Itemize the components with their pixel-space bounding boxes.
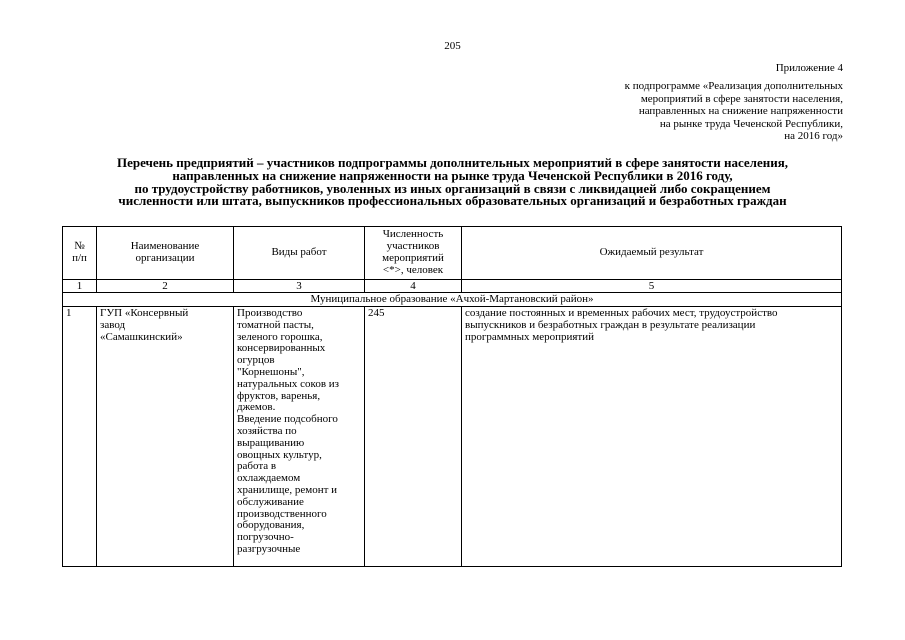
header-organization: Наименование организации bbox=[97, 227, 234, 280]
column-number: 5 bbox=[462, 280, 842, 293]
title-line: численности или штата, выпускников профессиональных образовательных организаций и безработных граждан bbox=[118, 193, 787, 209]
row-result: создание постоянных и временных рабочих мест, трудоустройство выпускников и безработных граждан в результате реализации программных мероприятий bbox=[462, 307, 842, 567]
column-number: 2 bbox=[97, 280, 234, 293]
appendix-note-line: к подпрограмме «Реализация дополнительных bbox=[624, 80, 843, 92]
appendix-note-line: мероприятий в сфере занятости населения, bbox=[640, 92, 843, 105]
column-number: 3 bbox=[234, 280, 365, 293]
document-title bbox=[30, 157, 875, 208]
appendix-note-line: на 2016 год» bbox=[784, 130, 843, 143]
row-number: 1 bbox=[63, 307, 97, 567]
table-header-row bbox=[63, 227, 842, 280]
section-title: Муниципальное образование «Ачхой-Мартановский район» bbox=[63, 293, 842, 307]
title-line: направленных на снижение напряженности на рынке труда Чеченской Республики в 2016 году, bbox=[172, 167, 733, 183]
row-organization: ГУП «Консервный завод «Самашкинский» bbox=[97, 307, 234, 567]
column-number-row bbox=[63, 280, 842, 293]
column-number: 1 bbox=[63, 280, 97, 293]
header-result: Ожидаемый результат bbox=[462, 227, 842, 280]
header-number: № п/п bbox=[63, 227, 97, 280]
header-participants: Численность участников мероприятий <*>, человек bbox=[365, 227, 462, 280]
title-line: по трудоустройству работников, уволенных из иных организаций в связи с ликвидацией либо сокращением bbox=[134, 180, 771, 196]
enterprises-table bbox=[62, 226, 842, 567]
appendix-note-line: на рынке труда Чеченской Республики, bbox=[659, 117, 843, 130]
appendix-note bbox=[513, 80, 843, 143]
header-works: Виды работ bbox=[234, 227, 365, 280]
page-number: 205 bbox=[444, 40, 461, 52]
row-works: Производство томатной пасты, зеленого горошка, консервированных огурцов "Корнешоны", натуральных соков из фруктов, варенья, джемов. Введение подсобного хозяйства по выращиванию овощных культур, работа в охлаждаемом хранилище, ремонт и обслуживание производственного оборудования, погрузочно- разгрузочные bbox=[234, 307, 365, 567]
title-line: Перечень предприятий – участников подпрограммы дополнительных мероприятий в сфере занятости населения, bbox=[116, 155, 789, 170]
row-participants: 245 bbox=[365, 307, 462, 567]
table-row bbox=[63, 307, 842, 567]
appendix-label: Приложение 4 bbox=[775, 62, 843, 74]
appendix-note-line: направленных на снижение напряженности bbox=[638, 105, 843, 118]
column-number: 4 bbox=[365, 280, 462, 293]
section-row bbox=[63, 293, 842, 307]
